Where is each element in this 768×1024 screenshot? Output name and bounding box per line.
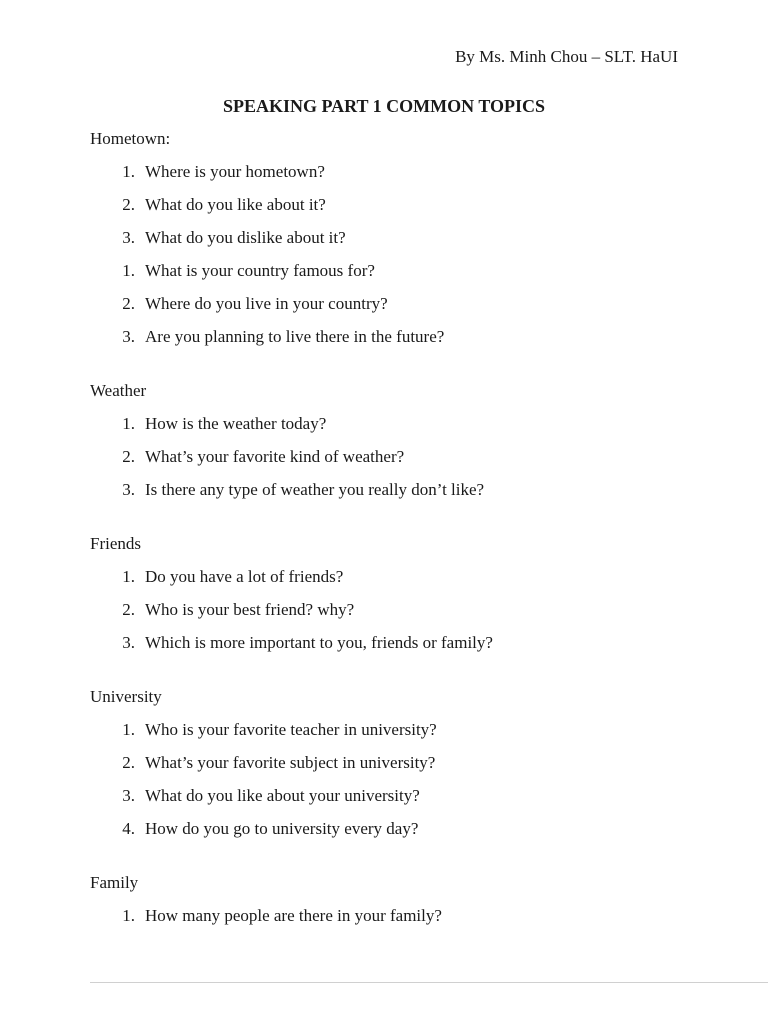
list-item (90, 818, 730, 840)
question-text: Do you have a lot of friends? (145, 567, 344, 586)
question-list (90, 719, 730, 840)
section-weather (90, 380, 730, 501)
question-text: What do you like about it? (145, 195, 326, 214)
question-list (90, 905, 730, 927)
list-item (90, 785, 730, 807)
item-number: 1. (122, 162, 135, 181)
author-line: By Ms. Minh Chou – SLT. HaUI (455, 47, 678, 66)
question-list (90, 413, 730, 501)
item-number: 2. (122, 294, 135, 313)
section-friends (90, 533, 730, 654)
list-item (90, 719, 730, 741)
list-item (90, 446, 730, 468)
question-text: What is your country famous for? (145, 261, 375, 280)
item-number: 4. (122, 819, 135, 838)
section-heading: University (90, 687, 162, 706)
item-number: 3. (122, 786, 135, 805)
question-text: How do you go to university every day? (145, 819, 419, 838)
item-number: 3. (122, 228, 135, 247)
question-text: How many people are there in your family? (145, 906, 442, 925)
item-number: 1. (122, 720, 135, 739)
item-number: 3. (122, 327, 135, 346)
question-text: How is the weather today? (145, 414, 327, 433)
item-number: 3. (122, 480, 135, 499)
list-item (90, 599, 730, 621)
list-item (90, 752, 730, 774)
page-title: SPEAKING PART 1 COMMON TOPICS (222, 96, 546, 116)
question-text: Is there any type of weather you really don’t like? (145, 480, 485, 499)
list-item (90, 194, 730, 216)
item-number: 2. (122, 600, 135, 619)
question-list (90, 566, 730, 654)
question-text: What’s your favorite kind of weather? (145, 447, 405, 466)
question-text: What do you dislike about it? (145, 228, 346, 247)
list-item (90, 293, 730, 315)
item-number: 1. (122, 906, 135, 925)
list-item (90, 326, 730, 348)
list-item (90, 413, 730, 435)
question-text: What’s your favorite subject in university? (145, 753, 436, 772)
section-heading: Hometown: (90, 129, 171, 148)
list-item (90, 227, 730, 249)
list-item (90, 161, 730, 183)
section-heading: Family (90, 873, 139, 892)
question-text: Where do you live in your country? (145, 294, 388, 313)
item-number: 1. (122, 567, 135, 586)
question-text: Which is more important to you, friends or family? (145, 633, 493, 652)
page-bottom-divider (90, 982, 768, 983)
item-number: 1. (122, 261, 135, 280)
section-university (90, 686, 730, 840)
item-number: 1. (122, 414, 135, 433)
item-number: 2. (122, 753, 135, 772)
topics-content (90, 128, 730, 927)
item-number: 2. (122, 195, 135, 214)
list-item (90, 479, 730, 501)
question-text: Are you planning to live there in the future? (145, 327, 445, 346)
list-item (90, 566, 730, 588)
section-hometown (90, 128, 730, 348)
question-text: Who is your best friend? why? (145, 600, 355, 619)
item-number: 3. (122, 633, 135, 652)
list-item (90, 260, 730, 282)
question-text: Who is your favorite teacher in university? (145, 720, 437, 739)
list-item (90, 905, 730, 927)
section-heading: Weather (90, 381, 147, 400)
question-text: What do you like about your university? (145, 786, 420, 805)
question-text: Where is your hometown? (145, 162, 325, 181)
section-family (90, 872, 730, 927)
question-list (90, 161, 730, 348)
section-heading: Friends (90, 534, 141, 553)
item-number: 2. (122, 447, 135, 466)
list-item (90, 632, 730, 654)
